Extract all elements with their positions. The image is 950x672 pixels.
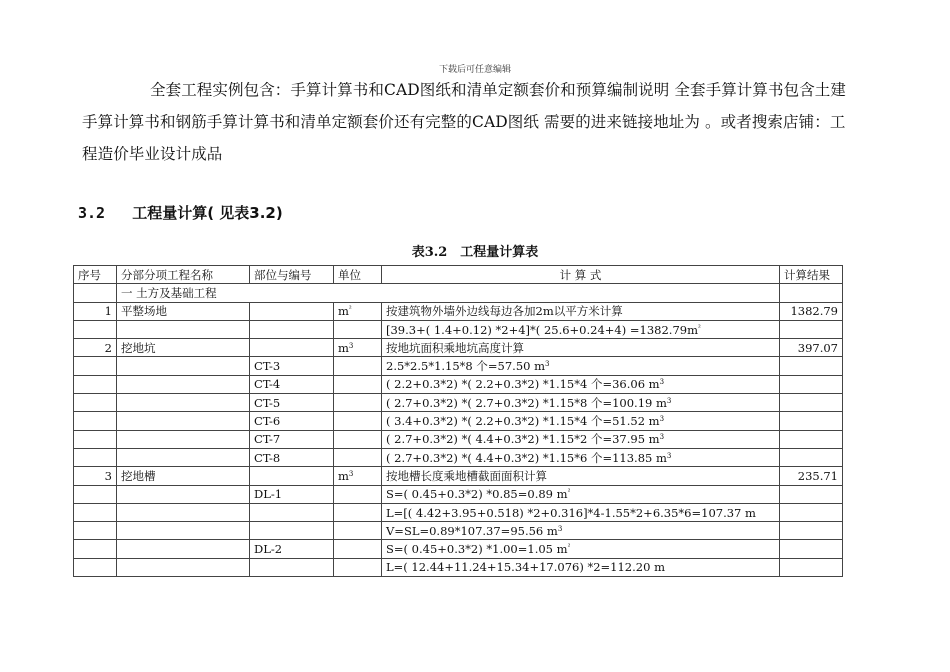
cell-part bbox=[250, 503, 334, 521]
header-formula: 计 算 式 bbox=[382, 266, 780, 284]
cell-no bbox=[74, 339, 117, 357]
header-no: 序号 bbox=[74, 266, 117, 284]
cell-result-text: 397.07 bbox=[797, 340, 838, 355]
cell-no bbox=[74, 503, 117, 521]
cell-result bbox=[780, 558, 843, 576]
cell-formula-text: 2.5*2.5*1.15*8 个=57.50 m bbox=[386, 359, 546, 374]
cell-unit-superscript: 3 bbox=[348, 469, 354, 478]
cell-name bbox=[117, 503, 250, 521]
cell-formula-superscript: 3 bbox=[666, 451, 672, 460]
section-heading bbox=[78, 202, 283, 223]
cell-result bbox=[780, 430, 843, 448]
cell-formula-text: S=( 0.45+0.3*2) *1.00=1.05 m bbox=[386, 542, 568, 557]
table-row bbox=[74, 448, 843, 466]
cell-part bbox=[250, 394, 334, 412]
header-unit: 单位 bbox=[334, 266, 382, 284]
header-part: 部位与编号 bbox=[250, 266, 334, 284]
cell-part bbox=[250, 412, 334, 430]
cell-name-text: 平整场地 bbox=[121, 304, 167, 319]
cell-no bbox=[74, 357, 117, 375]
section-number: 3.2 bbox=[78, 204, 106, 222]
cell-unit bbox=[334, 412, 382, 430]
cell-formula-text: L=( 12.44+11.24+15.34+17.076) *2=112.20 m bbox=[386, 560, 665, 575]
header-result: 计算结果 bbox=[780, 266, 843, 284]
cell-part-text: CT-3 bbox=[254, 359, 281, 374]
cell-no bbox=[74, 448, 117, 466]
cell-result bbox=[780, 522, 843, 540]
cell-part-text: CT-6 bbox=[254, 414, 281, 429]
cell-name-text: 挖地槽 bbox=[121, 468, 156, 483]
table-row bbox=[74, 503, 843, 521]
cell-formula-superscript: 3 bbox=[557, 524, 563, 533]
cell-name bbox=[117, 467, 250, 485]
cell-part bbox=[250, 558, 334, 576]
table-header-row bbox=[74, 266, 843, 284]
cell-unit-text: m bbox=[338, 340, 349, 355]
cell-formula-text: 按地坑面积乘地坑高度计算 bbox=[386, 340, 524, 355]
cell-no bbox=[74, 540, 117, 558]
cell-no-text: 1 bbox=[104, 304, 112, 319]
cell-part bbox=[250, 448, 334, 466]
cell-part bbox=[250, 375, 334, 393]
cell-part bbox=[250, 467, 334, 485]
cell-formula-text: ( 2.2+0.3*2) *( 2.2+0.3*2) *1.15*4 个=36.06 m bbox=[386, 377, 660, 392]
cell-formula-superscript: 3 bbox=[659, 433, 665, 442]
cell-formula bbox=[382, 357, 780, 375]
cell-result-text: 1382.79 bbox=[790, 304, 838, 319]
cell-unit bbox=[334, 339, 382, 357]
cell-unit bbox=[334, 375, 382, 393]
cell-result bbox=[780, 339, 843, 357]
table-row bbox=[74, 320, 843, 338]
header-name: 分部分项工程名称 bbox=[117, 266, 250, 284]
cell-name bbox=[117, 375, 250, 393]
cell-formula-superscript: 3 bbox=[545, 360, 550, 369]
cell-result bbox=[780, 467, 843, 485]
cell-formula-superscript: ² bbox=[697, 323, 701, 332]
cell-formula bbox=[382, 394, 780, 412]
cell-formula-superscript: 3 bbox=[659, 378, 665, 387]
cell-result bbox=[780, 485, 843, 503]
cell-part bbox=[250, 540, 334, 558]
section-row bbox=[74, 284, 843, 302]
table-row bbox=[74, 540, 843, 558]
cell-unit bbox=[334, 320, 382, 338]
cell-part bbox=[250, 339, 334, 357]
cell-formula bbox=[382, 339, 780, 357]
cell-result bbox=[780, 375, 843, 393]
cell-unit-superscript: ² bbox=[348, 305, 352, 314]
cell-name-text: 挖地坑 bbox=[121, 340, 156, 355]
cell-result-text: 235.71 bbox=[797, 468, 838, 483]
cell-unit bbox=[334, 558, 382, 576]
cell-formula-text: V=SL=0.89*107.37=95.56 m bbox=[386, 523, 558, 538]
section-row-blank bbox=[74, 284, 117, 302]
cell-unit bbox=[334, 522, 382, 540]
cell-no bbox=[74, 320, 117, 338]
cell-unit bbox=[334, 467, 382, 485]
page-header-note: 下载后可任意编辑 bbox=[438, 65, 511, 75]
cell-name bbox=[117, 540, 250, 558]
cell-no-text: 3 bbox=[104, 468, 112, 483]
cell-formula bbox=[382, 412, 780, 430]
cell-no bbox=[74, 394, 117, 412]
cell-formula bbox=[382, 558, 780, 576]
cell-name bbox=[117, 302, 250, 320]
intro-paragraph: 全套工程实例包含：手算计算书和CAD图纸和清单定额套价和预算编制说明 全套手算计算书包含土建手算计算书和钢筋手算计算书和清单定额套价还有完整的CAD图纸 需要的进来链接地址为 。或者搜索店铺：工程造价毕业设计成品 bbox=[82, 81, 847, 163]
cell-name bbox=[117, 357, 250, 375]
cell-formula-text: ( 2.7+0.3*2) *( 4.4+0.3*2) *1.15*6 个=113.85 m bbox=[386, 450, 667, 465]
cell-part-text: DL-1 bbox=[254, 487, 283, 502]
cell-formula bbox=[382, 375, 780, 393]
cell-result bbox=[780, 503, 843, 521]
cell-formula-superscript: ² bbox=[567, 488, 571, 497]
cell-name bbox=[117, 448, 250, 466]
cell-formula-text: ( 2.7+0.3*2) *( 4.4+0.3*2) *1.15*2 个=37.95 m bbox=[386, 432, 660, 447]
cell-no bbox=[74, 485, 117, 503]
cell-formula-text: S=( 0.45+0.3*2) *0.85=0.89 m bbox=[386, 487, 568, 502]
cell-unit-text: m bbox=[338, 468, 349, 483]
table-row bbox=[74, 558, 843, 576]
cell-name bbox=[117, 339, 250, 357]
cell-formula-superscript: 3 bbox=[659, 415, 665, 424]
cell-no-text: 2 bbox=[104, 340, 112, 355]
cell-unit bbox=[334, 430, 382, 448]
cell-unit bbox=[334, 394, 382, 412]
cell-unit-superscript: 3 bbox=[348, 341, 354, 350]
section-row-label: 一 土方及基础工程 bbox=[117, 284, 780, 302]
cell-no bbox=[74, 522, 117, 540]
table-row bbox=[74, 430, 843, 448]
section-row-blank-end bbox=[780, 284, 843, 302]
cell-formula-text: 按地槽长度乘地槽截面面积计算 bbox=[386, 468, 547, 483]
cell-formula-text: 按建筑物外墙外边线每边各加2m以平方米计算 bbox=[386, 304, 623, 319]
cell-name bbox=[117, 485, 250, 503]
cell-result bbox=[780, 448, 843, 466]
cell-unit bbox=[334, 357, 382, 375]
table-body bbox=[74, 284, 843, 577]
cell-unit bbox=[334, 448, 382, 466]
cell-formula bbox=[382, 485, 780, 503]
cell-no bbox=[74, 467, 117, 485]
cell-part-text: CT-7 bbox=[254, 432, 281, 447]
cell-formula-text: ( 2.7+0.3*2) *( 2.7+0.3*2) *1.15*8 个=100.19 m bbox=[386, 395, 667, 410]
cell-unit bbox=[334, 302, 382, 320]
cell-formula bbox=[382, 522, 780, 540]
table-row bbox=[74, 412, 843, 430]
cell-unit bbox=[334, 485, 382, 503]
table-row bbox=[74, 394, 843, 412]
table-row bbox=[74, 375, 843, 393]
cell-no bbox=[74, 375, 117, 393]
cell-no bbox=[74, 302, 117, 320]
cell-name bbox=[117, 430, 250, 448]
table-row bbox=[74, 485, 843, 503]
table-row bbox=[74, 302, 843, 320]
cell-result bbox=[780, 540, 843, 558]
cell-result bbox=[780, 412, 843, 430]
cell-result bbox=[780, 394, 843, 412]
cell-formula-superscript: ² bbox=[567, 543, 571, 552]
cell-formula bbox=[382, 302, 780, 320]
cell-formula bbox=[382, 320, 780, 338]
cell-no bbox=[74, 430, 117, 448]
cell-unit bbox=[334, 540, 382, 558]
cell-name bbox=[117, 394, 250, 412]
table-row bbox=[74, 339, 843, 357]
table-row bbox=[74, 467, 843, 485]
cell-formula-text: ( 3.4+0.3*2) *( 2.2+0.3*2) *1.15*4 个=51.52 m bbox=[386, 414, 660, 429]
cell-part-text: CT-8 bbox=[254, 450, 281, 465]
cell-name bbox=[117, 320, 250, 338]
cell-unit bbox=[334, 503, 382, 521]
cell-name bbox=[117, 558, 250, 576]
cell-part bbox=[250, 522, 334, 540]
cell-part bbox=[250, 357, 334, 375]
table-row bbox=[74, 522, 843, 540]
cell-result bbox=[780, 320, 843, 338]
section-title-text: 工程量计算( 见表3.2) bbox=[132, 204, 283, 222]
cell-formula bbox=[382, 430, 780, 448]
cell-part bbox=[250, 302, 334, 320]
cell-part-text: DL-2 bbox=[254, 542, 283, 557]
cell-formula bbox=[382, 448, 780, 466]
cell-no bbox=[74, 412, 117, 430]
cell-formula bbox=[382, 540, 780, 558]
cell-part-text: CT-4 bbox=[254, 377, 281, 392]
cell-part bbox=[250, 320, 334, 338]
cell-formula-superscript: 3 bbox=[666, 396, 672, 405]
cell-name bbox=[117, 412, 250, 430]
cell-formula-text: [39.3+( 1.4+0.12) *2+4]*( 25.6+0.24+4) =1382.79m bbox=[386, 322, 698, 337]
cell-result bbox=[780, 357, 843, 375]
table-row bbox=[74, 357, 843, 375]
cell-part bbox=[250, 485, 334, 503]
cell-formula-text: L=[( 4.42+3.95+0.518) *2+0.316]*4-1.55*2+6.35*6=107.37 m bbox=[386, 505, 756, 520]
cell-part-text: CT-5 bbox=[254, 395, 281, 410]
cell-formula bbox=[382, 467, 780, 485]
cell-result bbox=[780, 302, 843, 320]
cell-part bbox=[250, 430, 334, 448]
quantity-table bbox=[73, 265, 843, 577]
cell-name bbox=[117, 522, 250, 540]
cell-formula bbox=[382, 503, 780, 521]
cell-unit-text: m bbox=[338, 304, 349, 319]
table-caption: 表3.2 工程量计算表 bbox=[411, 245, 539, 260]
cell-no bbox=[74, 558, 117, 576]
